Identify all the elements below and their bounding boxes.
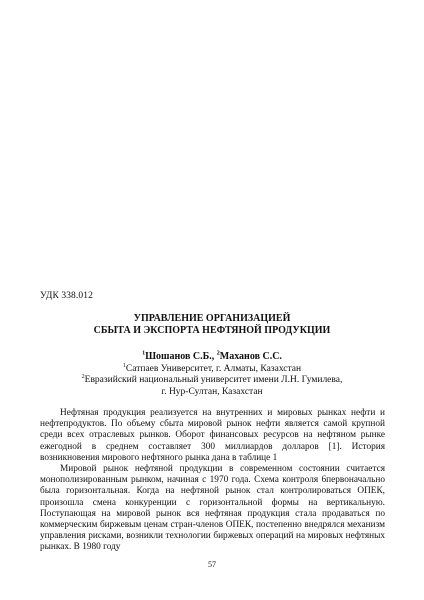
article-title-line-2: СБЫТА И ЭКСПОРТА НЕФТЯНОЙ ПРОДУКЦИИ: [93, 325, 331, 336]
affiliation-2-superscript: 2: [81, 373, 85, 380]
authors-line: [0, 351, 424, 363]
author-1-name: Шошанов С.Б.,: [145, 351, 217, 362]
article-title-line-1: УПРАВЛЕНИЕ ОРГАНИЗАЦИЕЙ: [133, 313, 291, 324]
body-paragraph: Нефтяная продукция реализуется на внутренних и мировых рынках нефти и нефтепродуктов. По объему сбыта мировой рынок нефти является самой крупной среди всех отраслевых рынков. Оборот финансовых ресурсов на нефтяном рынке ежегодной в среднем составляет 300 миллиардов долларов [1]. История возникновения мирового нефтяного рынка дана в таблице 1: [40, 408, 385, 463]
affiliation-1-superscript: 1: [122, 362, 126, 369]
author-2-name: Маханов С.С.: [219, 351, 282, 362]
page-number: 57: [208, 560, 216, 569]
body-paragraph: Мировой рынок нефтяной продукции в современном состоянии считается монополизированным рынком, начиная с 1970 года. Схема контроля 6первоначально была горизонтальная. Когда на нефтяной рынок стал контролироваться ОПЕК, произошла смена конкуренции с горизонтальной формы на вертикальную. Поступающая на мировой рынок вся нефтяная продукция стала продаваться по коммерческим биржевым ценам стран-членов ОПЕК, постепенно внедрялся механизм управления рисками, возникли технологии биржевых операций на мировых нефтяных рынках. В 1980 году: [40, 464, 385, 553]
article-body: [40, 408, 385, 554]
udk-code: УДК 338.012: [40, 291, 93, 301]
author-2-superscript: 2: [216, 350, 220, 357]
affiliation-1-text: Сатпаев Университет, г. Алматы, Казахстан: [125, 364, 302, 374]
author-1-superscript: 1: [142, 350, 146, 357]
affiliation-2-text: Евразийский национальный университет имени Л.Н. Гумилева,: [84, 375, 343, 385]
affiliation-2: [0, 374, 424, 386]
affiliation-2-city: г. Нур-Султан, Казахстан: [161, 387, 263, 397]
